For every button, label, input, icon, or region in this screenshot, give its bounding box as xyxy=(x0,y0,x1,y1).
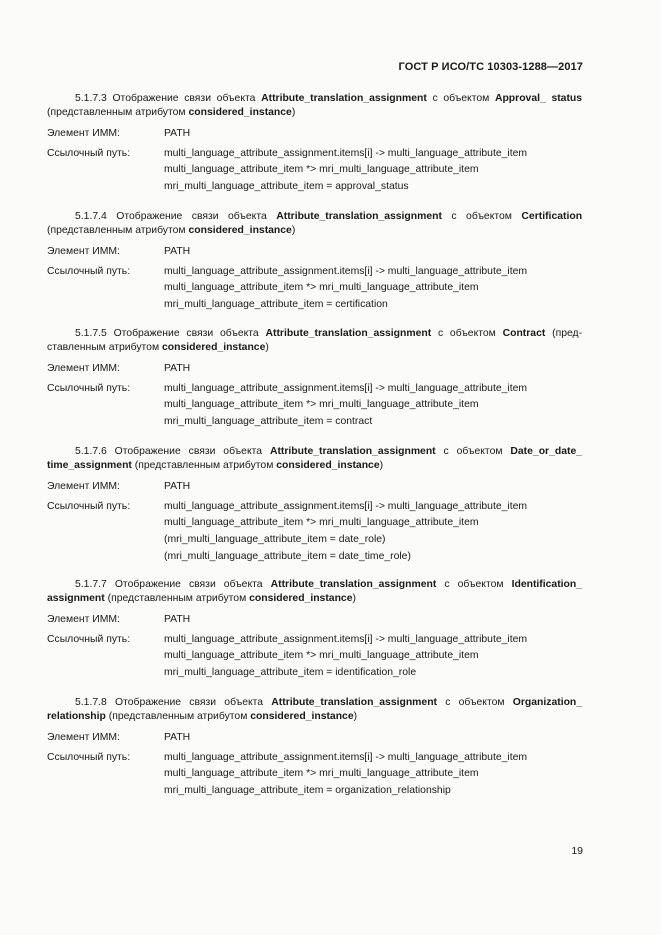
path-value: mri_multi_language_attribute_item = identification_role xyxy=(164,667,417,678)
heading-pre: Отображение связи объекта xyxy=(113,328,259,339)
heading-b2: Approval_ status xyxy=(494,93,583,104)
path-value: multi_language_attribute_item *> mri_multi_language_attribute_item xyxy=(164,650,479,661)
path-line xyxy=(47,517,582,534)
path-line xyxy=(47,164,582,181)
path-line xyxy=(47,551,582,568)
path-value: mri_multi_language_attribute_item = organization_relationship xyxy=(164,785,451,796)
heading-post: (пред-ставленным атрибутом xyxy=(47,328,583,353)
path-label: Ссылочный путь: xyxy=(47,501,131,512)
heading-pre: Отображение связи объекта xyxy=(112,93,256,104)
path-label: Ссылочный путь: xyxy=(47,266,131,277)
heading-b1: Attribute_translation_assignment xyxy=(261,93,427,104)
mapping-section xyxy=(47,445,582,568)
path-value: multi_language_attribute_item *> mri_multi_language_attribute_item xyxy=(164,399,479,410)
element-label: Элемент ИММ: xyxy=(47,732,120,743)
heading-b1: Attribute_translation_assignment xyxy=(270,579,437,590)
element-row xyxy=(47,362,582,379)
path-value: multi_language_attribute_item *> mri_multi_language_attribute_item xyxy=(164,517,479,528)
path-value: multi_language_attribute_item *> mri_multi_language_attribute_item xyxy=(164,768,479,779)
mapping-section xyxy=(47,696,582,802)
path-value: multi_language_attribute_assignment.items[i] -> multi_language_attribute_item xyxy=(164,148,528,159)
heading-post: (представленным атрибутом xyxy=(134,459,274,471)
path-line xyxy=(47,650,582,667)
path-line xyxy=(47,399,582,416)
heading-b3: considered_instance xyxy=(250,710,354,722)
path-value: mri_multi_language_attribute_item = certification xyxy=(164,299,388,310)
heading-b2: Date_or_date_ time_assignment xyxy=(47,446,583,471)
path-value: mri_multi_language_attribute_item = approval_status xyxy=(164,181,409,192)
heading-post: (представленным атрибутом xyxy=(108,710,248,722)
element-label: Элемент ИММ: xyxy=(47,481,120,492)
element-row xyxy=(47,245,582,262)
heading-end: ) xyxy=(352,592,356,604)
heading-num: 5.1.7.4 xyxy=(75,211,107,222)
heading-mid: с объектом xyxy=(451,211,512,222)
heading-num: 5.1.7.7 xyxy=(75,579,107,590)
path-line xyxy=(47,534,582,551)
path-value: (mri_multi_language_attribute_item = date_time_role) xyxy=(164,551,411,562)
path-line xyxy=(47,633,582,650)
heading-pre: Отображение связи объекта xyxy=(116,211,267,222)
element-label: Элемент ИММ: xyxy=(47,246,120,257)
heading-end: ) xyxy=(291,224,296,236)
element-value: PATH xyxy=(164,614,191,625)
section-heading xyxy=(47,578,582,605)
path-line xyxy=(47,299,582,316)
heading-b1: Attribute_translation_assignment xyxy=(265,328,432,339)
heading-b3: considered_instance xyxy=(161,341,266,353)
path-line xyxy=(47,181,582,198)
element-label: Элемент ИММ: xyxy=(47,614,120,625)
path-label: Ссылочный путь: xyxy=(47,383,131,394)
path-line xyxy=(47,667,582,684)
standard-header: ГОСТ Р ИСО/ТС 10303-1288—2017 xyxy=(398,61,583,73)
heading-b2: Contract xyxy=(502,328,546,339)
mapping-section xyxy=(47,327,582,433)
path-label: Ссылочный путь: xyxy=(47,148,131,159)
mapping-section xyxy=(47,92,582,198)
heading-b1: Attribute_translation_assignment xyxy=(276,211,442,222)
path-line xyxy=(47,416,582,433)
heading-num: 5.1.7.6 xyxy=(75,446,107,457)
path-value: multi_language_attribute_assignment.items[i] -> multi_language_attribute_item xyxy=(164,752,528,763)
page-number: 19 xyxy=(571,845,583,857)
heading-b3: considered_instance xyxy=(276,459,380,471)
heading-b2: Organization_ relationship xyxy=(47,697,583,722)
heading-pre: Отображение связи объекта xyxy=(114,446,263,457)
heading-mid: с объектом xyxy=(437,328,496,339)
element-label: Элемент ИММ: xyxy=(47,128,120,139)
element-value: PATH xyxy=(164,246,191,257)
heading-post: (представленным атрибутом xyxy=(47,224,186,236)
path-value: multi_language_attribute_assignment.items[i] -> multi_language_attribute_item xyxy=(164,634,528,645)
heading-post: (представленным атрибутом xyxy=(107,592,247,604)
heading-end: ) xyxy=(265,341,269,353)
path-line xyxy=(47,751,582,768)
heading-b2: Certification xyxy=(521,211,583,222)
element-row xyxy=(47,731,582,748)
heading-b1: Attribute_translation_assignment xyxy=(269,446,436,457)
heading-post: (представленным атрибутом xyxy=(47,106,186,118)
heading-num: 5.1.7.3 xyxy=(75,93,107,104)
path-line xyxy=(47,265,582,282)
heading-mid: с объектом xyxy=(444,579,504,590)
element-value: PATH xyxy=(164,481,191,492)
heading-mid: с объектом xyxy=(445,697,505,708)
path-label: Ссылочный путь: xyxy=(47,752,131,763)
heading-b2: Identification_ assignment xyxy=(47,579,583,604)
path-line xyxy=(47,768,582,785)
heading-end: ) xyxy=(291,106,296,118)
path-value: multi_language_attribute_item *> mri_multi_language_attribute_item xyxy=(164,164,479,175)
path-line xyxy=(47,147,582,164)
heading-mid: с объектом xyxy=(443,446,503,457)
element-value: PATH xyxy=(164,128,191,139)
element-row xyxy=(47,480,582,497)
heading-pre: Отображение связи объекта xyxy=(114,579,263,590)
path-value: multi_language_attribute_item *> mri_multi_language_attribute_item xyxy=(164,282,479,293)
mapping-section xyxy=(47,578,582,684)
heading-num: 5.1.7.5 xyxy=(75,328,107,339)
heading-mid: с объектом xyxy=(432,93,490,104)
heading-b3: considered_instance xyxy=(188,224,292,236)
path-label: Ссылочный путь: xyxy=(47,634,131,645)
heading-b3: considered_instance xyxy=(188,106,292,118)
section-heading xyxy=(47,327,582,354)
element-row xyxy=(47,613,582,630)
element-label: Элемент ИММ: xyxy=(47,363,120,374)
path-line xyxy=(47,382,582,399)
path-value: multi_language_attribute_assignment.items[i] -> multi_language_attribute_item xyxy=(164,501,528,512)
section-heading xyxy=(47,92,582,119)
heading-b3: considered_instance xyxy=(249,592,353,604)
heading-pre: Отображение связи объекта xyxy=(115,697,264,708)
section-heading xyxy=(47,445,582,472)
heading-num: 5.1.7.8 xyxy=(75,697,107,708)
element-row xyxy=(47,127,582,144)
heading-end: ) xyxy=(353,710,358,722)
path-value: mri_multi_language_attribute_item = contract xyxy=(164,416,373,427)
path-value: multi_language_attribute_assignment.items[i] -> multi_language_attribute_item xyxy=(164,266,528,277)
mapping-section xyxy=(47,210,582,316)
path-value: (mri_multi_language_attribute_item = date_role) xyxy=(164,534,386,545)
path-line xyxy=(47,785,582,802)
heading-end: ) xyxy=(379,459,384,471)
section-heading xyxy=(47,210,582,237)
element-value: PATH xyxy=(164,363,191,374)
path-line xyxy=(47,500,582,517)
path-value: multi_language_attribute_assignment.items[i] -> multi_language_attribute_item xyxy=(164,383,528,394)
heading-b1: Attribute_translation_assignment xyxy=(271,697,437,708)
element-value: PATH xyxy=(164,732,191,743)
path-line xyxy=(47,282,582,299)
section-heading xyxy=(47,696,582,723)
